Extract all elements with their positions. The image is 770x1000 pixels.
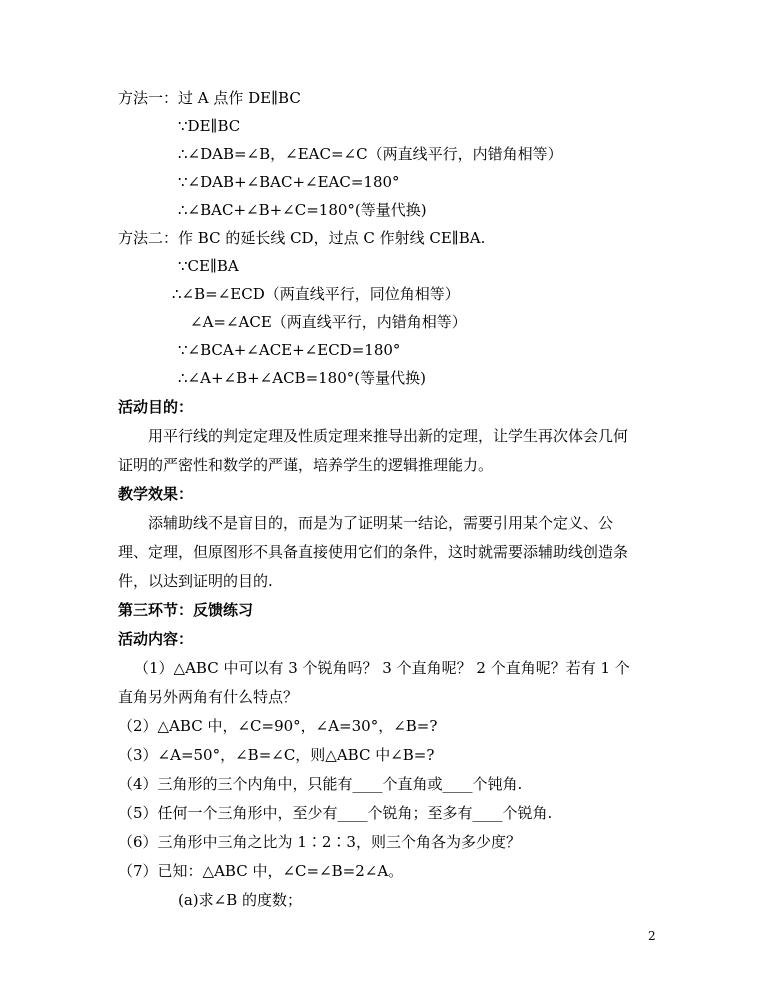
page-number: 2 <box>648 929 656 943</box>
activity-content-heading: 活动内容： <box>118 630 194 648</box>
proof-line: ∠A=∠ACE（两直线平行，内错角相等） <box>190 313 467 331</box>
proof-line: ∵∠BCA+∠ACE+∠ECD=180° <box>178 341 401 359</box>
exercise-item: （3）∠A=50°，∠B=∠C，则△ABC 中∠B=? <box>118 746 435 764</box>
section-three-heading: 第三环节：反馈练习 <box>118 601 254 619</box>
proof-line: ∴∠DAB=∠B，∠EAC=∠C（两直线平行，内错角相等） <box>178 145 563 163</box>
paragraph-line: 证明的严密性和数学的严谨，培养学生的逻辑推理能力。 <box>118 456 494 474</box>
activity-purpose-heading: 活动目的： <box>118 398 194 416</box>
method-two-heading: 方法二：作 BC 的延长线 CD，过点 C 作射线 CE∥BA. <box>118 229 486 247</box>
exercise-item: （7）已知：△ABC 中，∠C=∠B=2∠A。 <box>118 862 404 880</box>
teaching-effect-heading: 教学效果： <box>118 485 194 503</box>
exercise-subitem: (a)求∠B 的度数； <box>178 891 303 909</box>
proof-line: ∴∠A+∠B+∠ACB=180°(等量代换) <box>178 369 426 387</box>
proof-line: ∴∠BAC+∠B+∠C=180°(等量代换) <box>178 201 427 219</box>
exercise-item: （2）△ABC 中，∠C=90°，∠A=30°，∠B=? <box>118 717 438 735</box>
exercise-item: 直角另外两角有什么特点？ <box>118 688 299 706</box>
proof-line: ∵DE∥BC <box>178 117 241 135</box>
method-one-heading: 方法一：过 A 点作 DE∥BC <box>118 89 301 107</box>
exercise-item: （4）三角形的三个内角中，只能有____个直角或____个钝角. <box>118 775 523 793</box>
paragraph-line: 用平行线的判定定理及性质定理来推导出新的定理，让学生再次体会几何 <box>148 427 629 445</box>
proof-line: ∴∠B=∠ECD（两直线平行，同位角相等） <box>172 285 460 303</box>
exercise-item: （6）三角形中三角之比为 1∶2∶3，则三个角各为多少度？ <box>118 833 521 851</box>
exercise-item: （1）△ABC 中可以有 3 个锐角吗？ 3 个直角呢？ 2 个直角呢？若有 1 个 <box>134 659 630 677</box>
proof-line: ∵∠DAB+∠BAC+∠EAC=180° <box>178 173 400 191</box>
proof-line: ∵CE∥BA <box>178 257 239 275</box>
paragraph-line: 添辅助线不是盲目的，而是为了证明某一结论，需要引用某个定义、公 <box>148 514 614 532</box>
exercise-item: （5）任何一个三角形中，至少有____个锐角；至多有____个锐角. <box>118 804 553 822</box>
paragraph-line: 理、定理，但原图形不具备直接使用它们的条件，这时就需要添辅助线创造条 <box>118 543 629 561</box>
paragraph-line: 件，以达到证明的目的. <box>118 572 273 590</box>
